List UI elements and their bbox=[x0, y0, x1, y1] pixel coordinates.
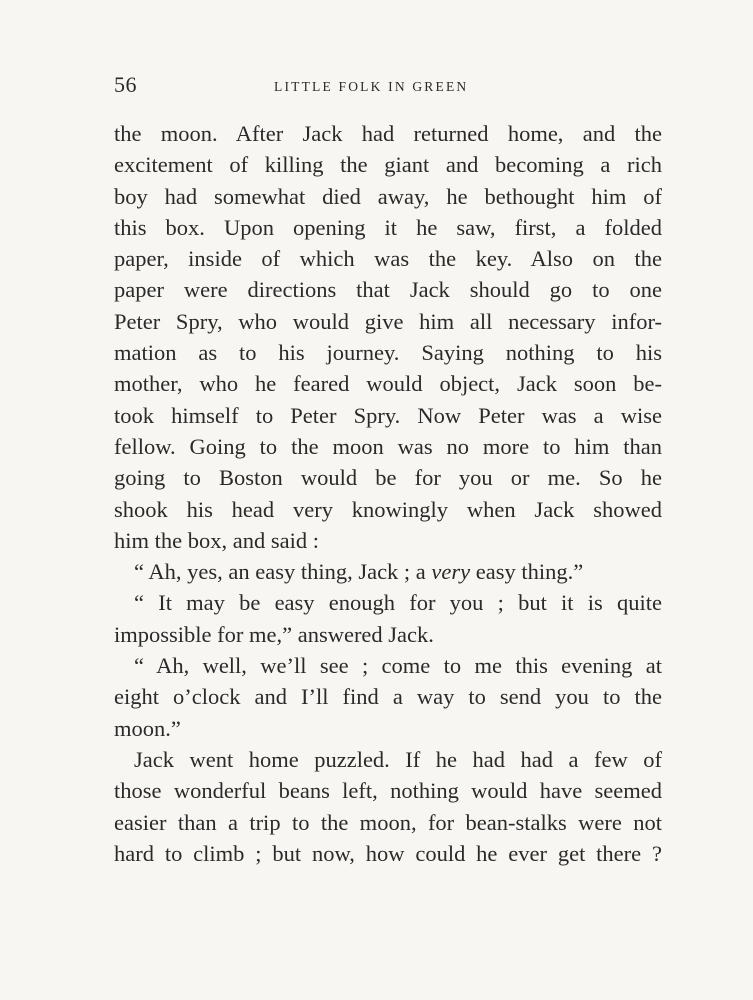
text-line: excitement of killing the giant and becoming a rich bbox=[114, 152, 662, 178]
quote-line: moon.” bbox=[114, 715, 181, 741]
quote-line: “ Ah, well, we’ll see ; come to me this evening at bbox=[134, 653, 662, 679]
text-line: Jack went home puzzled. If he had had a few of bbox=[134, 746, 662, 772]
emphasis-word: very bbox=[431, 559, 471, 585]
text-line: paper were directions that Jack should go to one bbox=[114, 277, 662, 303]
page-header bbox=[114, 72, 662, 102]
quote-line bbox=[114, 556, 662, 587]
quote-text-end: easy thing.” bbox=[470, 559, 584, 585]
quote-text-start: “ Ah, yes, an easy thing, Jack ; a bbox=[134, 559, 432, 585]
text-line: boy had somewhat died away, he bethought him of bbox=[114, 183, 662, 209]
body-text bbox=[114, 118, 662, 869]
running-title: LITTLE FOLK IN GREEN bbox=[274, 79, 469, 94]
text-line: going to Boston would be for you or me. So he bbox=[114, 465, 662, 491]
quote-line: “ It may be easy enough for you ; but it is quite bbox=[134, 590, 662, 616]
text-line: paper, inside of which was the key. Also on the bbox=[114, 246, 662, 272]
quote-line: eight o’clock and I’ll find a way to send you to the bbox=[114, 684, 662, 710]
text-line: hard to climb ; but now, how could he ever get there ? bbox=[114, 840, 662, 866]
text-line: mation as to his journey. Saying nothing to his bbox=[114, 340, 662, 366]
text-line: this box. Upon opening it he saw, first, a folded bbox=[114, 214, 662, 240]
text-line: the moon. After Jack had returned home, and the bbox=[114, 121, 662, 146]
text-line: mother, who he feared would object, Jack soon be- bbox=[114, 371, 662, 397]
text-line: shook his head very knowingly when Jack showed bbox=[114, 496, 662, 522]
text-line: those wonderful beans left, nothing would have seemed bbox=[114, 778, 662, 804]
text-line: Peter Spry, who would give him all necessary infor- bbox=[114, 308, 662, 334]
quote-line: impossible for me,” answered Jack. bbox=[114, 621, 434, 647]
text-line: easier than a trip to the moon, for bean-stalks were not bbox=[114, 809, 662, 835]
text-line: him the box, and said : bbox=[114, 527, 319, 553]
page-number: 56 bbox=[114, 72, 137, 97]
text-line: took himself to Peter Spry. Now Peter was a wise bbox=[114, 402, 662, 428]
text-line: fellow. Going to the moon was no more to him than bbox=[114, 433, 662, 459]
